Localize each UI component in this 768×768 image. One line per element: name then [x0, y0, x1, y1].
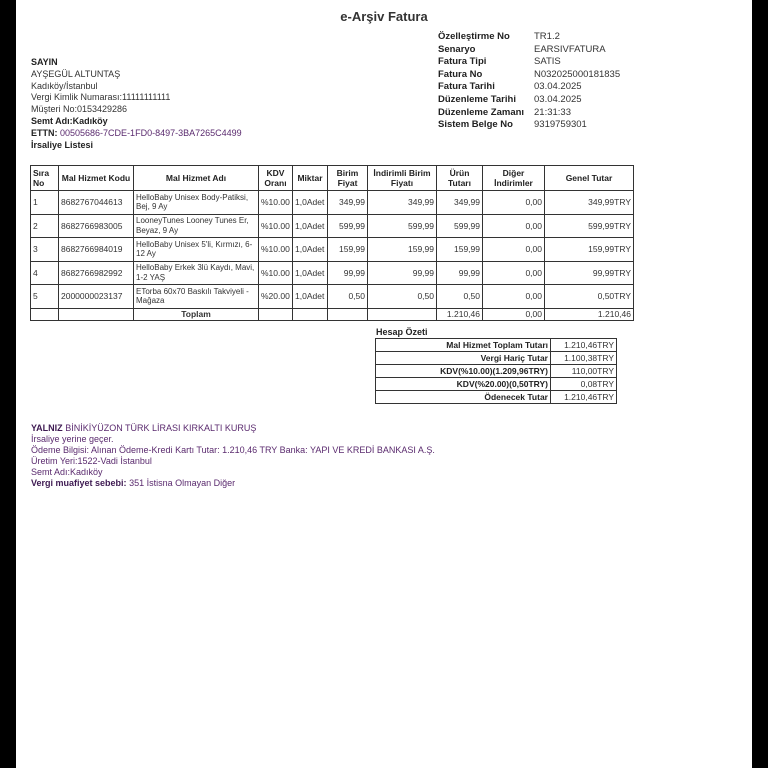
- cell-miktar: 1,0Adet: [293, 214, 328, 238]
- col-header: Genel Tutar: [545, 166, 634, 191]
- cell-birim: 159,99: [328, 238, 368, 262]
- note-line: Ödeme Bilgisi: Alınan Ödeme-Kredi Kartı Tutar: 1.210,46 TRY Banka: YAPI VE KREDİ BANKASI A.Ş.: [31, 445, 435, 455]
- summary-label: Vergi Hariç Tutar: [376, 352, 551, 365]
- cell-sira: 5: [31, 285, 59, 309]
- table-row: [31, 214, 634, 238]
- summary-value: 0,08TRY: [551, 378, 617, 391]
- summary-row: [376, 365, 617, 378]
- cell-genel: 349,99TRY: [545, 191, 634, 215]
- meta-value: EARSIVFATURA: [534, 43, 606, 55]
- cell-kdv: %20.00: [259, 285, 293, 309]
- summary-row: [376, 339, 617, 352]
- cell-indirimli: 159,99: [368, 238, 437, 262]
- buyer-tax-id: Vergi Kimlik Numarası:11111111111: [31, 92, 171, 103]
- cell-kod: 8682766984019: [59, 238, 134, 262]
- table-row: [31, 285, 634, 309]
- meta-label: Özelleştirme No: [438, 31, 510, 42]
- cell-urun: 159,99: [437, 238, 483, 262]
- table-header-row: [31, 166, 634, 191]
- yalniz-line: [31, 423, 435, 434]
- col-header: İndirimli Birim Fiyatı: [368, 166, 437, 191]
- cell-kod: 2000000023137: [59, 285, 134, 309]
- irsaliye-listesi: İrsaliye Listesi: [31, 139, 94, 150]
- cell-diger: 0,00: [483, 261, 545, 285]
- cell-urun: 349,99: [437, 191, 483, 215]
- cell-kod: 8682767044613: [59, 191, 134, 215]
- note-line: Üretim Yeri:1522-Vadi İstanbul: [31, 456, 152, 466]
- cell-birim: 99,99: [328, 261, 368, 285]
- cell-miktar: 1,0Adet: [293, 191, 328, 215]
- table-row: [31, 191, 634, 215]
- total-label: Toplam: [134, 308, 259, 320]
- cell-miktar: 1,0Adet: [293, 238, 328, 262]
- meta-value: 03.04.2025: [534, 81, 582, 93]
- invoice-title: e-Arşiv Fatura: [340, 9, 428, 24]
- summary-label: KDV(%20.00)(0,50TRY): [376, 378, 551, 391]
- meta-label: Fatura Tipi: [438, 56, 487, 68]
- cell-genel: 99,99TRY: [545, 261, 634, 285]
- ettn-value: 00505686-7CDE-1FD0-8497-3BA7265C4499: [60, 127, 242, 138]
- total-urun: 1.210,46: [437, 308, 483, 320]
- invoice-page: [16, 0, 752, 768]
- cell-miktar: 1,0Adet: [293, 261, 328, 285]
- col-header: Mal Hizmet Adı: [134, 166, 259, 191]
- muafiyet-line: [31, 478, 435, 489]
- cell-diger: 0,00: [483, 238, 545, 262]
- cell-genel: 159,99TRY: [545, 238, 634, 262]
- cell-urun: 599,99: [437, 214, 483, 238]
- summary-table: [375, 338, 617, 404]
- summary-label: Ödenecek Tutar: [376, 391, 551, 404]
- meta-row: [438, 69, 620, 82]
- cell-birim: 349,99: [328, 191, 368, 215]
- meta-value: 21:31:33: [534, 106, 571, 118]
- meta-label: Fatura No: [438, 68, 483, 80]
- meta-label: Senaryo: [438, 43, 476, 55]
- buyer-block: [31, 57, 242, 151]
- ettn-label: ETTN:: [31, 127, 58, 138]
- meta-row: [438, 94, 620, 107]
- summary-value: 1.210,46TRY: [551, 339, 617, 352]
- cell-indirimli: 0,50: [368, 285, 437, 309]
- cell-kdv: %10.00: [259, 238, 293, 262]
- cell-kod: 8682766982992: [59, 261, 134, 285]
- invoice-meta: [438, 31, 620, 132]
- meta-row: [438, 107, 620, 120]
- meta-row: [438, 31, 620, 44]
- ettn-line: [31, 128, 242, 140]
- cell-ad: HelloBaby Erkek 3lü Kaydı, Mavi, 1-2 YAŞ: [134, 261, 259, 285]
- meta-label: Fatura Tarihi: [438, 81, 495, 93]
- cell-ad: ETorba 60x70 Baskılı Takviyeli - Mağaza: [134, 285, 259, 309]
- items-table: [30, 165, 634, 321]
- meta-value: TR1.2: [534, 31, 560, 42]
- cell-diger: 0,00: [483, 285, 545, 309]
- note-line: İrsaliye yerine geçer.: [31, 434, 114, 444]
- summary-label: Mal Hizmet Toplam Tutarı: [376, 339, 551, 352]
- meta-label: Düzenleme Zamanı: [438, 106, 525, 118]
- cell-urun: 0,50: [437, 285, 483, 309]
- cell-diger: 0,00: [483, 191, 545, 215]
- notes-block: [31, 423, 435, 489]
- cell-ad: LooneyTunes Looney Tunes Er, Beyaz, 9 Ay: [134, 214, 259, 238]
- buyer-customer-no: Müşteri No:0153429286: [31, 104, 128, 115]
- cell-diger: 0,00: [483, 214, 545, 238]
- cell-ad: HelloBaby Unisex Body-Patiksi, Bej, 9 Ay: [134, 191, 259, 215]
- cell-genel: 0,50TRY: [545, 285, 634, 309]
- col-header: Sıra No: [31, 166, 59, 191]
- cell-kdv: %10.00: [259, 214, 293, 238]
- col-header: Ürün Tutarı: [437, 166, 483, 191]
- cell-indirimli: 349,99: [368, 191, 437, 215]
- total-diger: 0,00: [483, 308, 545, 320]
- meta-value: N032025000181835: [534, 68, 621, 80]
- table-row: [31, 261, 634, 285]
- col-header: Birim Fiyat: [328, 166, 368, 191]
- meta-row: [438, 81, 620, 94]
- buyer-name: AYŞEGÜL ALTUNTAŞ: [31, 68, 121, 79]
- meta-row: [438, 44, 620, 57]
- cell-kod: 8682766983005: [59, 214, 134, 238]
- col-header: Mal Hizmet Kodu: [59, 166, 134, 191]
- total-row: [31, 308, 634, 320]
- meta-value: 03.04.2025: [534, 93, 582, 105]
- cell-genel: 599,99TRY: [545, 214, 634, 238]
- buyer-address: Kadıköy/İstanbul: [31, 80, 98, 91]
- meta-value: SATIS: [534, 56, 561, 68]
- table-row: [31, 238, 634, 262]
- cell-sira: 1: [31, 191, 59, 215]
- yalniz-text: BİNİKİYÜZON TÜRK LİRASI KIRKALTI KURUŞ: [65, 423, 257, 433]
- meta-label: Sistem Belge No: [438, 119, 513, 131]
- col-header: Diğer İndirimler: [483, 166, 545, 191]
- col-header: Miktar: [293, 166, 328, 191]
- cell-urun: 99,99: [437, 261, 483, 285]
- meta-row: [438, 56, 620, 69]
- total-genel: 1.210,46: [545, 308, 634, 320]
- summary-value: 1.210,46TRY: [551, 391, 617, 404]
- summary-title: Hesap Özeti: [376, 327, 428, 337]
- cell-sira: 4: [31, 261, 59, 285]
- cell-ad: HelloBaby Unisex 5'li, Kırmızı, 6-12 Ay: [134, 238, 259, 262]
- muafiyet-label: Vergi muafiyet sebebi:: [31, 478, 127, 488]
- cell-kdv: %10.00: [259, 261, 293, 285]
- summary-value: 110,00TRY: [551, 365, 617, 378]
- cell-miktar: 1,0Adet: [293, 285, 328, 309]
- summary-row: [376, 391, 617, 404]
- meta-value: 9319759301: [534, 119, 587, 131]
- cell-birim: 0,50: [328, 285, 368, 309]
- meta-label: Düzenleme Tarihi: [438, 93, 516, 105]
- cell-birim: 599,99: [328, 214, 368, 238]
- muafiyet-text: 351 İstisna Olmayan Diğer: [129, 478, 236, 488]
- summary-row: [376, 378, 617, 391]
- cell-indirimli: 599,99: [368, 214, 437, 238]
- yalniz-label: YALNIZ: [31, 423, 63, 433]
- summary-value: 1.100,38TRY: [551, 352, 617, 365]
- buyer-semt: Semt Adı:Kadıköy: [31, 115, 108, 126]
- cell-sira: 2: [31, 214, 59, 238]
- buyer-sayin: SAYIN: [31, 57, 58, 67]
- note-line: Semt Adı:Kadıköy: [31, 467, 103, 477]
- summary-row: [376, 352, 617, 365]
- summary-label: KDV(%10.00)(1.209,96TRY): [376, 365, 551, 378]
- meta-row: [438, 119, 620, 132]
- cell-indirimli: 99,99: [368, 261, 437, 285]
- cell-kdv: %10.00: [259, 191, 293, 215]
- cell-sira: 3: [31, 238, 59, 262]
- col-header: KDV Oranı: [259, 166, 293, 191]
